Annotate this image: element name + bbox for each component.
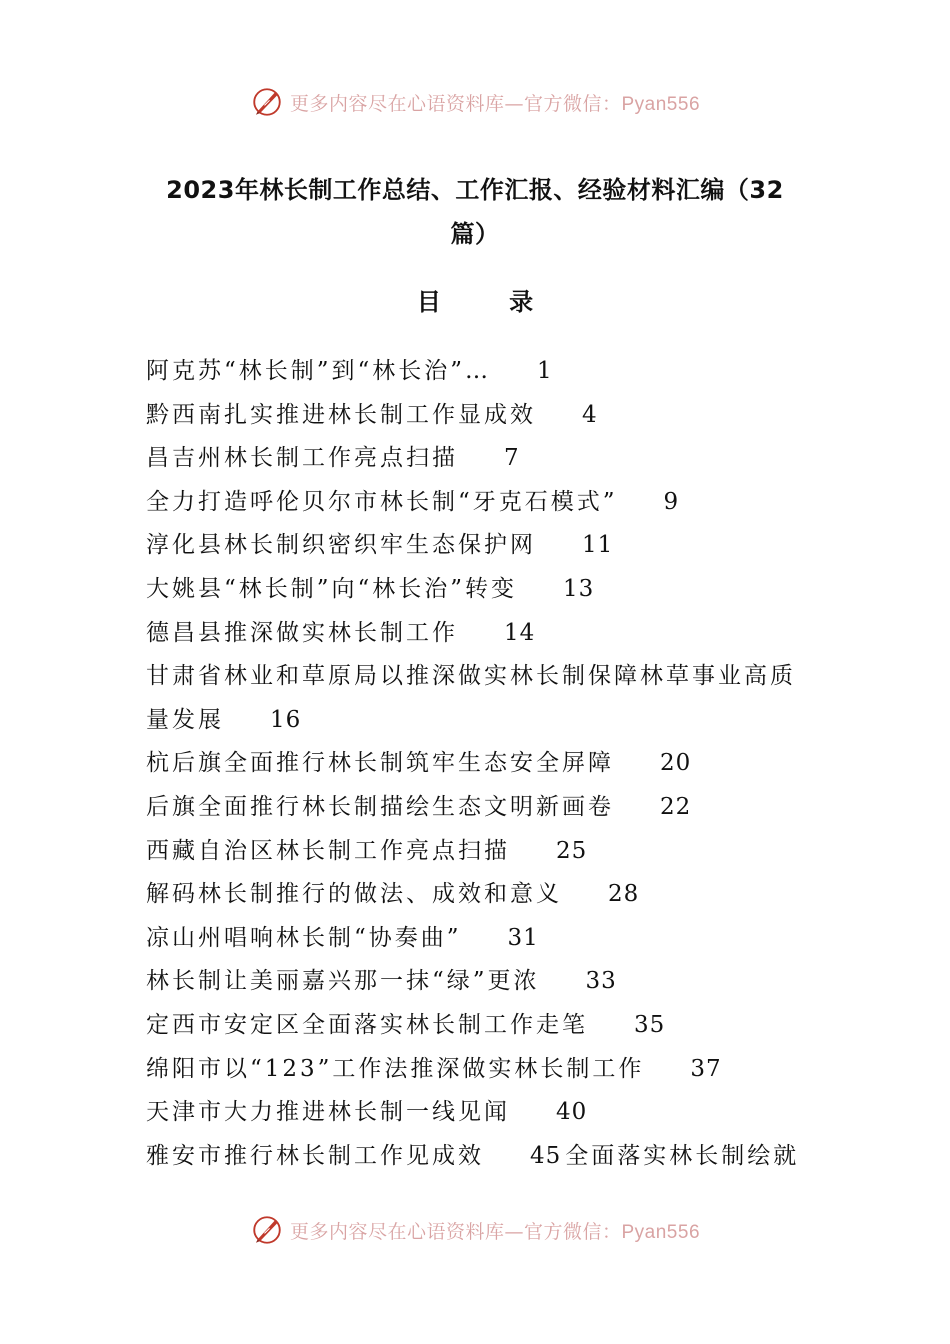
watermark-header	[0, 82, 950, 122]
toc-entry-title: 全力打造呼伦贝尔市林长制“牙克石模式”	[146, 488, 618, 515]
toc-entry-title: 甘肃省林业和草原局以推深做实林长制保障林草事业高质量发展	[146, 663, 796, 733]
quill-pen-logo-icon	[250, 1213, 284, 1247]
toc-entry-title: 绵阳市以“123”工作法推深做实林长制工作	[146, 1055, 645, 1082]
toc-entry-title: 解码林长制推行的做法、成效和意义	[146, 881, 562, 908]
toc-entry-title: 大姚县“林长制”向“林长治”转变	[146, 575, 518, 602]
toc-entry-page: 25	[556, 837, 588, 864]
toc-entry[interactable]	[146, 612, 811, 656]
quill-pen-logo-icon	[250, 85, 284, 119]
toc-entry[interactable]	[146, 1048, 811, 1092]
toc-entry-page: 1	[537, 358, 553, 384]
toc-entry-title: 雅安市推行林长制工作见成效	[146, 1142, 484, 1169]
toc-entry-page: 13	[563, 575, 595, 602]
toc-entry-title: 杭后旗全面推行林长制筑牢生态安全屏障	[146, 750, 614, 777]
toc-entry[interactable]	[146, 786, 811, 830]
toc-entry[interactable]	[146, 1004, 811, 1048]
toc-entry[interactable]	[146, 873, 811, 917]
toc-entry-title: 黔西南扎实推进林长制工作显成效	[146, 401, 536, 428]
toc-entry-page: 31	[507, 924, 539, 951]
toc-entry[interactable]	[146, 481, 811, 525]
toc-entry-page: 33	[585, 968, 617, 995]
toc-entry[interactable]	[146, 742, 811, 786]
toc-entry-title: 天津市大力推进林长制一线见闻	[146, 1099, 510, 1126]
toc-entry-page: 37	[690, 1055, 722, 1082]
toc-entry-page: 7	[504, 445, 520, 472]
watermark-text: 更多内容尽在心语资料库—官方微信：Pyan556	[289, 1220, 701, 1243]
watermark-text: 更多内容尽在心语资料库—官方微信：Pyan556	[289, 92, 701, 115]
toc-entry[interactable]	[146, 1135, 811, 1179]
toc-entry-page: 20	[660, 750, 692, 777]
toc-entry-title: 昌吉州林长制工作亮点扫描	[146, 445, 458, 472]
toc-entry-title: 凉山州唱响林长制“协奏曲”	[146, 924, 462, 951]
toc-entry-title: 西藏自治区林长制工作亮点扫描	[146, 837, 510, 864]
toc-entry[interactable]	[146, 1091, 811, 1135]
toc-entry[interactable]	[146, 655, 811, 742]
toc-entry[interactable]	[146, 350, 811, 394]
toc-entry-title: 阿克苏“林长制”到“林长治”…	[146, 358, 492, 384]
toc-entry-page: 16	[270, 706, 302, 733]
toc-entry[interactable]	[146, 394, 811, 438]
toc-entry-page: 4	[582, 401, 598, 428]
table-of-contents	[146, 350, 811, 1178]
toc-entry-title: 淳化县林长制织密织牢生态保护网	[146, 532, 536, 559]
toc-entry[interactable]	[146, 568, 811, 612]
document-title: 2023年林长制工作总结、工作汇报、经验材料汇编（32篇）	[166, 176, 784, 248]
toc-entry-continuation: 全面落实林长制绘就	[565, 1142, 800, 1169]
watermark-footer	[0, 1210, 950, 1250]
toc-entry-page: 40	[556, 1099, 588, 1126]
toc-entry-page: 14	[504, 619, 536, 646]
toc-entry-page: 9	[663, 488, 680, 515]
toc-entry[interactable]	[146, 917, 811, 961]
toc-entry-title: 德昌县推深做实林长制工作	[146, 619, 458, 646]
toc-entry-page: 35	[634, 1011, 666, 1038]
toc-entry-page: 45	[530, 1142, 562, 1169]
toc-entry-title: 定西市安定区全面落实林长制工作走笔	[146, 1011, 588, 1038]
toc-entry-page: 22	[660, 793, 692, 820]
toc-entry[interactable]	[146, 960, 811, 1004]
toc-entry-title: 后旗全面推行林长制描绘生态文明新画卷	[146, 793, 614, 820]
toc-entry[interactable]	[146, 437, 811, 481]
toc-entry[interactable]	[146, 524, 811, 568]
toc-entry-page: 28	[608, 881, 640, 908]
toc-entry-page: 11	[582, 532, 614, 559]
toc-entry[interactable]	[146, 830, 811, 874]
toc-entry-title: 林长制让美丽嘉兴那一抹“绿”更浓	[146, 968, 540, 995]
toc-heading: 目 录	[416, 288, 564, 316]
